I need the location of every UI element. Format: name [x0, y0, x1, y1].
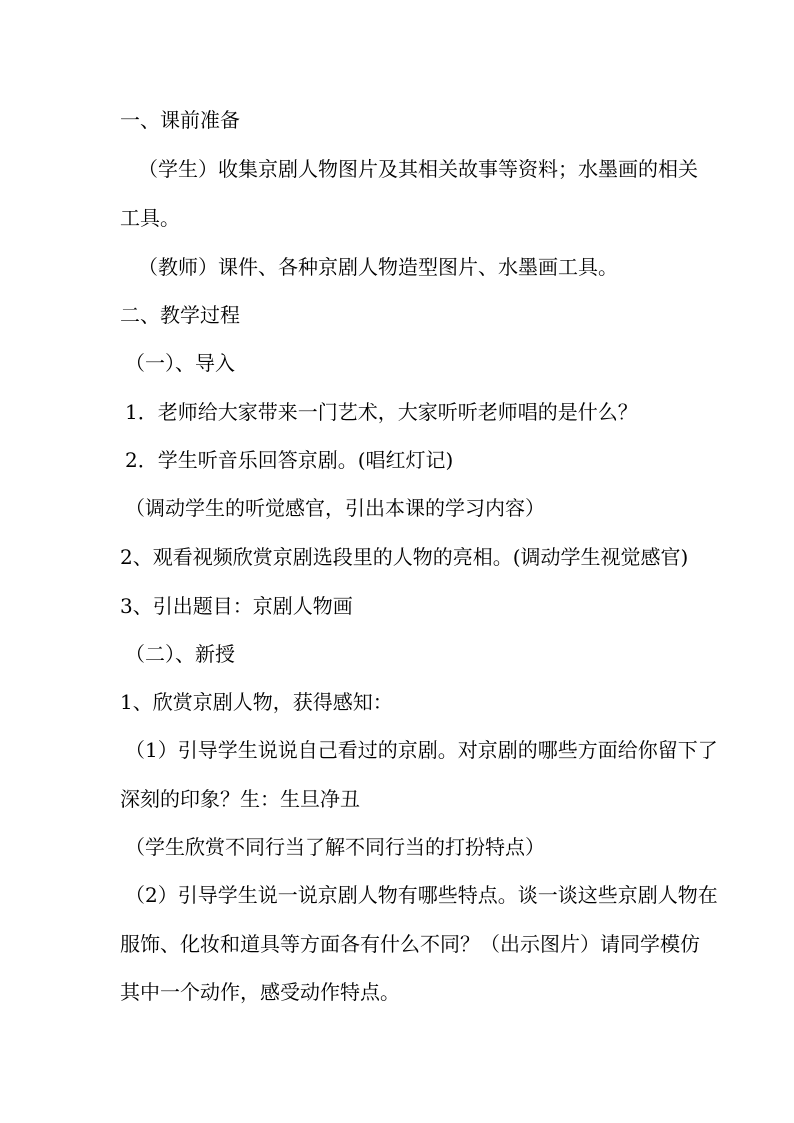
paragraph-teacher-prep: （教师）课件、各种京剧人物造型图片、水墨画工具。: [138, 255, 618, 279]
paragraph-guide-2: （2）引导学生说一说京剧人物有哪些特点。谈一谈这些京剧人物在: [125, 883, 718, 907]
heading-preparation: 一、课前准备: [120, 108, 240, 132]
list-item-intro-2: 2．学生听音乐回答京剧。(唱红灯记): [125, 448, 454, 472]
heading-teaching-process: 二、教学过程: [120, 303, 240, 327]
note-appreciation: （学生欣赏不同行当了解不同行当的打扮特点）: [125, 835, 545, 859]
paragraph-guide-2-continued: 服饰、化妆和道具等方面各有什么不同？（出示图片）请同学模仿: [120, 932, 700, 956]
subheading-new-lesson: （二）、新授: [125, 642, 235, 666]
note-listening: （调动学生的听觉感官，引出本课的学习内容）: [125, 496, 545, 520]
list-item-appreciate: 1、欣赏京剧人物，获得感知：: [120, 690, 393, 714]
list-item-title: 3、引出题目：京剧人物画: [120, 594, 353, 618]
list-item-watch-video: 2、观看视频欣赏京剧选段里的人物的亮相。(调动学生视觉感官): [120, 545, 689, 569]
paragraph-student-prep: （学生）收集京剧人物图片及其相关故事等资料；水墨画的相关: [138, 157, 698, 181]
paragraph-student-prep-continued: 工具。: [120, 206, 180, 230]
paragraph-guide-1-continued: 深刻的印象？生：生旦净丑: [120, 787, 360, 811]
list-item-intro-1: 1．老师给大家带来一门艺术，大家听听老师唱的是什么？: [125, 400, 638, 424]
paragraph-guide-2-end: 其中一个动作，感受动作特点。: [120, 980, 400, 1004]
paragraph-guide-1: （1）引导学生说说自己看过的京剧。对京剧的哪些方面给你留下了: [125, 738, 718, 762]
subheading-introduction: （一）、导入: [125, 351, 235, 375]
